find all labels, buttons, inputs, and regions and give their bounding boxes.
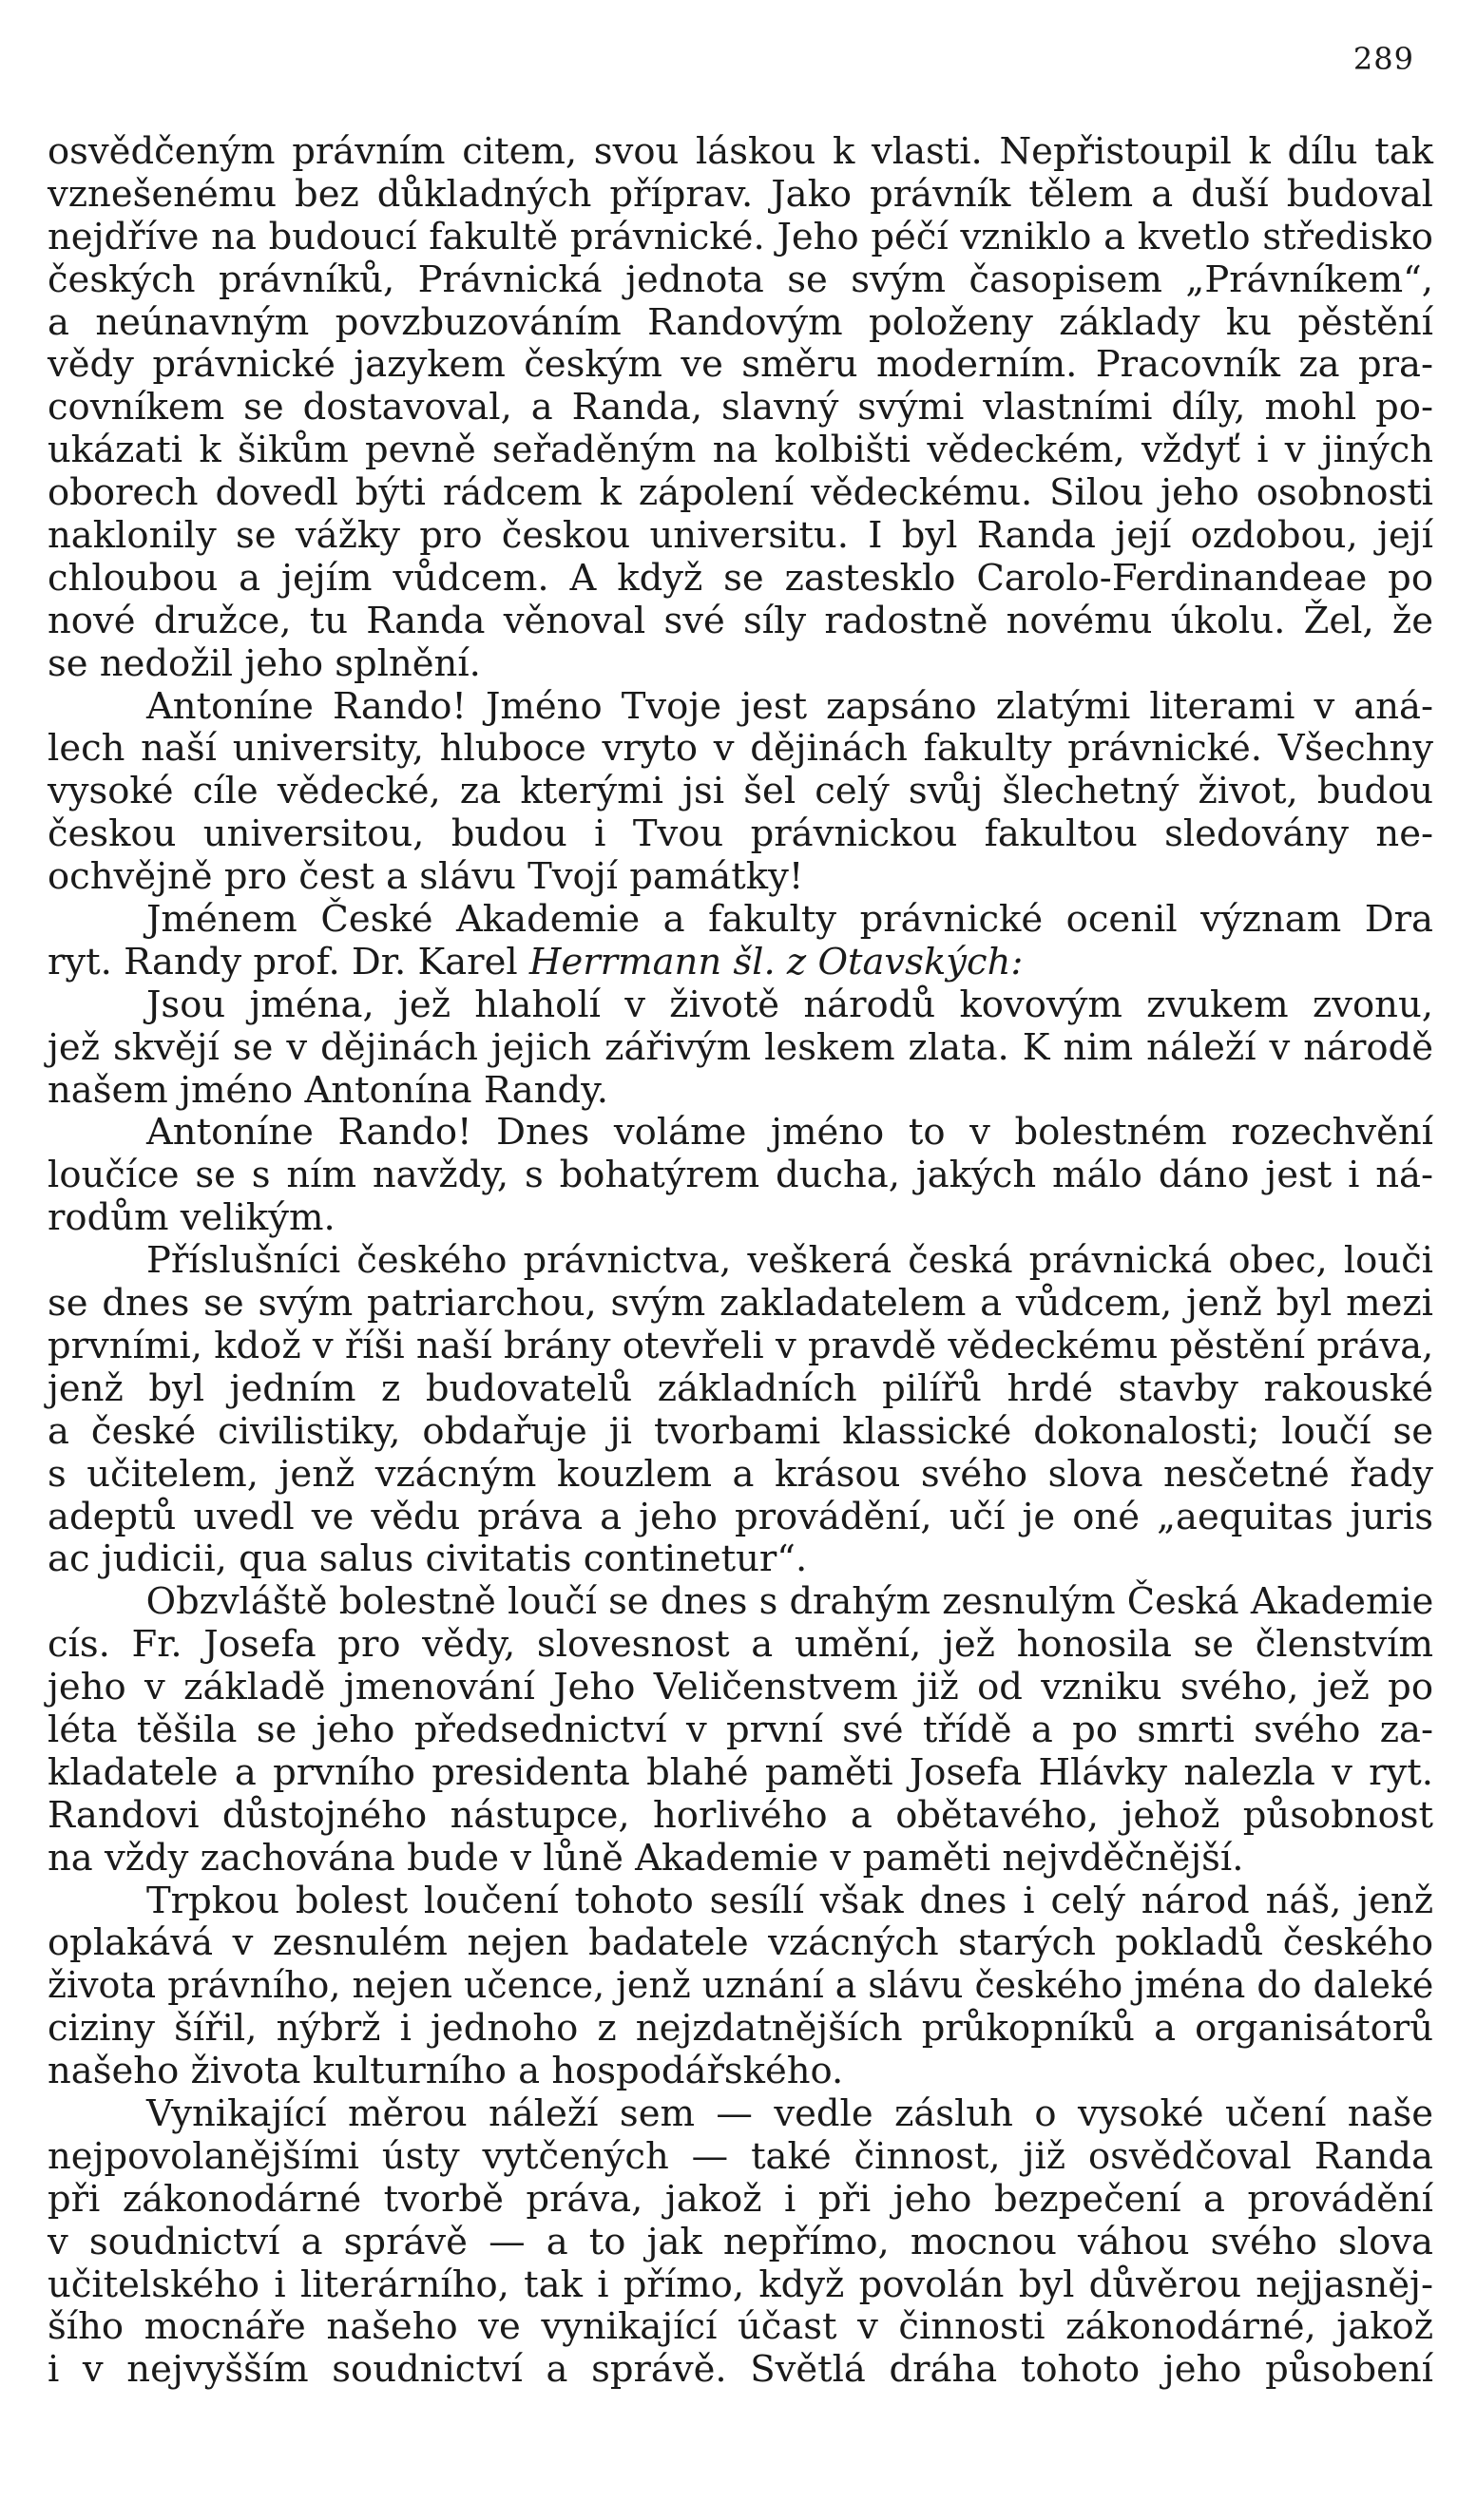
- text-line: [48, 942, 1433, 984]
- text-line: [48, 131, 1433, 174]
- text-line: [48, 1411, 1433, 1454]
- text-line-content: loučíce se s ním navždy, s bohatýrem ducha, jakých málo dáno jest i ná-: [48, 1154, 1433, 1197]
- text-line: [48, 1667, 1433, 1709]
- page-number: 289: [1352, 41, 1414, 77]
- text-line: [48, 1497, 1433, 1539]
- text-line: [48, 259, 1433, 302]
- text-line-content: Příslušníci českého právnictva, veškerá česká právnická obec, louči: [146, 1239, 1433, 1283]
- text-line: [48, 984, 1433, 1027]
- text-line: [48, 771, 1433, 813]
- text-line-content: ac judicii, qua salus civitatis continetur“.: [48, 1537, 808, 1581]
- text-line-content: se nedožil jeho splnění.: [48, 641, 481, 685]
- text-line: [48, 1454, 1433, 1497]
- body-text: [48, 131, 1433, 2392]
- text-line-content: a české civilistiky, obdařuje ji tvorbami klassické dokonalosti; loučí se: [48, 1409, 1433, 1453]
- text-line-content: života právního, nejen učence, jenž uznání a slávu českého jména do daleké: [48, 1964, 1434, 2008]
- text-line-content: jeho v základě jmenování Jeho Veličenstvem již od vzniku svého, jež po: [48, 1666, 1433, 1709]
- text-line: [48, 2306, 1433, 2349]
- text-line: [48, 2051, 1433, 2093]
- text-line: [48, 1197, 1433, 1240]
- text-line: [48, 686, 1433, 729]
- text-line-content: se dnes se svým patriarchou, svým zakladatelem a vůdcem, jenž byl mezi: [48, 1282, 1433, 1326]
- text-line-content: adeptů uvedl ve vědu práva a jeho provádění, učí je oné „aequitas juris: [48, 1495, 1433, 1538]
- text-line-content: kladatele a prvního presidenta blahé paměti Josefa Hlávky nalezla v ryt.: [48, 1750, 1433, 1794]
- text-line: [48, 217, 1433, 259]
- text-line-content: i v nejvyšším soudnictví a správě. Světlá dráha tohoto jeho působení: [48, 2348, 1433, 2392]
- text-line: [48, 728, 1433, 771]
- text-line-content: cís. Fr. Josefa pro vědy, slovesnost a umění, jež honosila se členstvím: [48, 1623, 1433, 1667]
- text-line: [48, 2179, 1433, 2222]
- text-line: [48, 1838, 1433, 1880]
- text-line-content: rodům velikým.: [48, 1196, 336, 1240]
- text-line-content: Jsou jména, jež hlaholí v životě národů kovovým zvukem zvonu,: [146, 983, 1433, 1026]
- text-line: [48, 1326, 1433, 1368]
- text-line-content: jenž byl jedním z budovatelů základních pilířů hrdé stavby rakouské: [48, 1366, 1433, 1410]
- text-line-content: vědy právnické jazykem českým ve směru moderním. Pracovník za pra-: [48, 343, 1433, 387]
- text-line-content: vysoké cíle vědecké, za kterými jsi šel celý svůj šlechetný život, budou: [48, 770, 1433, 813]
- text-line: [48, 813, 1433, 856]
- text-line: [48, 1112, 1433, 1155]
- text-line-content: jež skvějí se v dějinách jejich zářivým leskem zlata. K nim náleží v národě: [48, 1025, 1433, 1069]
- text-line: [48, 174, 1433, 217]
- text-line-content: Jménem České Akademie a fakulty právnické ocenil význam Dra: [146, 898, 1433, 942]
- text-line: [48, 430, 1433, 472]
- text-line: [48, 1624, 1433, 1667]
- text-line: [48, 643, 1433, 686]
- text-line: [48, 2093, 1433, 2136]
- text-line: [48, 1368, 1433, 1411]
- text-line-content: ciziny šířil, nýbrž i jednoho z nejzdatnějších průkopníků a organisátorů: [48, 2007, 1433, 2051]
- text-line-content: našeho života kulturního a hospodářského.: [48, 2050, 844, 2093]
- text-line-content: Randovi důstojného nástupce, horlivého a obětavého, jehož působnost: [48, 1793, 1433, 1837]
- text-line: [48, 601, 1433, 643]
- italic-name: Herrmann šl. z Otavských:: [528, 940, 1024, 983]
- text-line-content: na vždy zachována bude v lůně Akademie v paměti nejvděčnější.: [48, 1836, 1244, 1880]
- text-line: [48, 1070, 1433, 1113]
- text-line: [48, 1709, 1433, 1752]
- text-line-content: vznešenému bez důkladných příprav. Jako právník tělem a duší budoval: [48, 172, 1433, 216]
- text-line: [48, 1580, 1434, 1624]
- text-line-content: oplakává v zesnulém nejen badatele vzácných starých pokladů českého: [48, 1921, 1433, 1965]
- text-line-content: českých právníků, Právnická jednota se svým časopisem „Právníkem“,: [48, 258, 1433, 301]
- text-line-content: léta těšila se jeho předsednictví v první své třídě a po smrti svého za-: [48, 1708, 1433, 1751]
- text-line-content: oborech dovedl býti rádcem k zápolení vědeckému. Silou jeho osobnosti: [48, 471, 1433, 515]
- text-line: [48, 1964, 1434, 2008]
- text-line-content: ukázati k šikům pevně seřaděným na kolbišti vědeckém, vždyť i v jiných: [48, 429, 1433, 472]
- text-line: [48, 2264, 1433, 2307]
- text-line-content: nové družce, tu Randa věnoval své síly radostně novému úkolu. Žel, že: [48, 599, 1433, 642]
- text-line-content: nejpovolanějšími ústy vytčených — také činnost, již osvědčoval Randa: [48, 2134, 1433, 2178]
- text-line-content: šího mocnáře našeho ve vynikající účast v činnosti zákonodárné, jakož: [48, 2305, 1433, 2349]
- text-line-content: českou universitou, budou i Tvou právnickou fakultou sledovány ne-: [48, 812, 1433, 856]
- text-line-content: našem jméno Antonína Randy.: [48, 1068, 608, 1112]
- text-line-content: učitelského i literárního, tak i přímo, když povolán byl důvěrou nejjasněj-: [48, 2262, 1433, 2306]
- text-line: [48, 515, 1433, 558]
- text-line-content: lech naší university, hluboce vryto v dějinách fakulty právnické. Všechny: [48, 727, 1433, 771]
- text-line-content: Antoníne Rando! Jméno Tvoje jest zapsáno zlatými literami v aná-: [146, 684, 1433, 728]
- text-line: [48, 2136, 1433, 2179]
- text-line: [48, 1240, 1433, 1283]
- text-line: [48, 472, 1433, 515]
- text-line: [48, 302, 1433, 345]
- text-line-content: Vynikající měrou náleží sem — vedle zásluh o vysoké učení naše: [146, 2091, 1433, 2135]
- text-line-content: chloubou a jejím vůdcem. A když se zastesklo Carolo-Ferdinandeae po: [48, 556, 1433, 600]
- text-line-content: s učitelem, jenž vzácným kouzlem a krásou svého slova nesčetné řady: [48, 1452, 1433, 1496]
- text-line: [48, 1752, 1433, 1795]
- text-line-content: ochvějně pro čest a slávu Tvojí památky!: [48, 855, 804, 899]
- text-line: [48, 1027, 1433, 1070]
- text-line: [48, 1880, 1433, 1923]
- text-line: [48, 558, 1433, 601]
- text-line: [48, 387, 1433, 430]
- text-line-content: při zákonodárné tvorbě práva, jakož i při jeho bezpečení a provádění: [48, 2177, 1433, 2221]
- text-line: [48, 2222, 1433, 2264]
- text-line-content: covníkem se dostavoval, a Randa, slavný svými vlastními díly, mohl po-: [48, 386, 1433, 430]
- text-line-content: osvědčeným právním citem, svou láskou k vlasti. Nepřistoupil k dílu tak: [48, 130, 1433, 173]
- text-line-content: a neúnavným povzbuzováním Randovým položeny základy ku pěstění: [48, 300, 1433, 344]
- text-line-content: naklonily se vážky pro českou universitu. I byl Randa její ozdobou, její: [48, 514, 1433, 558]
- text-line: [48, 2349, 1433, 2392]
- text-line: [48, 1795, 1433, 1838]
- text-line: [48, 856, 1433, 899]
- text-line-content: prvními, kdož v říši naší brány otevřeli v pravdě vědeckému pěstění práva,: [48, 1324, 1434, 1367]
- text-line-content: Antoníne Rando! Dnes voláme jméno to v bolestném rozechvění: [146, 1111, 1433, 1155]
- text-line: [48, 1283, 1433, 1326]
- text-line: [48, 1922, 1433, 1965]
- text-line: [48, 344, 1433, 387]
- text-line-content: ryt. Randy prof. Dr. Karel: [48, 940, 529, 983]
- text-line-content: v soudnictví a správě — a to jak nepřímo, mocnou váhou svého slova: [48, 2220, 1433, 2263]
- text-line: [48, 899, 1433, 942]
- text-line-content: Trpkou bolest loučení tohoto sesílí však dnes i celý národ náš, jenž: [146, 1879, 1433, 1922]
- text-line: [48, 1155, 1433, 1197]
- text-line-content: nejdříve na budoucí fakultě právnické. Jeho péčí vzniklo a kvetlo středisko: [48, 215, 1433, 258]
- text-line: [48, 2008, 1433, 2051]
- text-line: [48, 1538, 1433, 1581]
- text-line-content: Obzvláště bolestně loučí se dnes s drahým zesnulým Česká Akademie: [145, 1580, 1434, 1624]
